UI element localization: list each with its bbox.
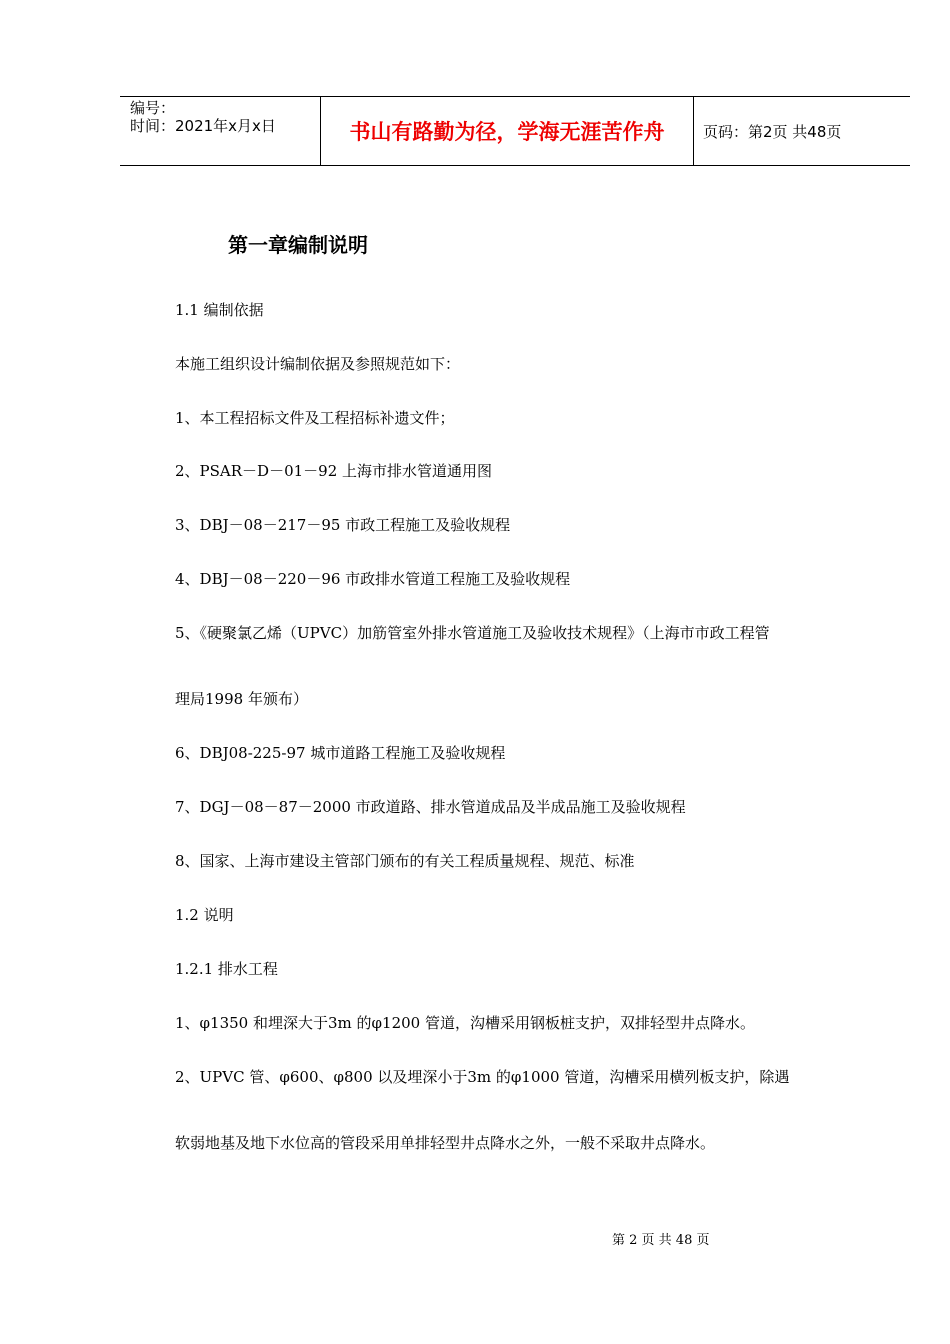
list-item: 3、DBJ－08－217－95 市政工程施工及验收规程 bbox=[175, 516, 511, 534]
section-heading-1-2: 1.2 说明 bbox=[175, 906, 234, 924]
list-item: 8、国家、上海市建设主管部门颁布的有关工程质量规程、规范、标准 bbox=[175, 852, 635, 870]
list-item: 6、DBJ08-225-97 城市道路工程施工及验收规程 bbox=[175, 744, 506, 762]
list-item-continued: 理局1998 年颁布） bbox=[175, 690, 308, 708]
body-line: 本施工组织设计编制依据及参照规范如下： bbox=[175, 355, 461, 373]
header-page-info: 页码：第2页 共48页 bbox=[703, 122, 842, 141]
list-item: 2、UPVC 管、φ600、φ800 以及埋深小于3m 的φ1000 管道，沟槽采用横列板支护，除遇 bbox=[175, 1068, 790, 1086]
chapter-title: 第一章编制说明 bbox=[228, 233, 368, 257]
header-left-cell bbox=[120, 97, 321, 165]
header-motto: 书山有路勤为径，学海无涯苦作舟 bbox=[321, 97, 694, 165]
header-table bbox=[120, 96, 910, 166]
list-item: 4、DBJ－08－220－96 市政排水管道工程施工及验收规程 bbox=[175, 570, 571, 588]
list-item: 5、《硬聚氯乙烯（UPVC）加筋管室外排水管道施工及验收技术规程》（上海市市政工程管 bbox=[175, 624, 770, 642]
list-item: 1、φ1350 和埋深大于3m 的φ1200 管道，沟槽采用钢板桩支护，双排轻型井点降水。 bbox=[175, 1014, 755, 1032]
list-item: 1、本工程招标文件及工程招标补遗文件； bbox=[175, 409, 455, 427]
section-heading-1-1: 1.1 编制依据 bbox=[175, 301, 264, 319]
page-footer: 第 2 页 共 48 页 bbox=[612, 1233, 710, 1248]
list-item-continued: 软弱地基及地下水位高的管段采用单排轻型井点降水之外，一般不采取井点降水。 bbox=[175, 1134, 716, 1152]
section-heading-1-2-1: 1.2.1 排水工程 bbox=[175, 960, 278, 978]
list-item: 2、PSAR－D－01－92 上海市排水管道通用图 bbox=[175, 462, 493, 480]
number-label: 编号： bbox=[130, 99, 176, 117]
list-item: 7、DGJ－08－87－2000 市政道路、排水管道成品及半成品施工及验收规程 bbox=[175, 798, 686, 816]
date-label: 时间：2021年x月x日 bbox=[130, 117, 276, 135]
